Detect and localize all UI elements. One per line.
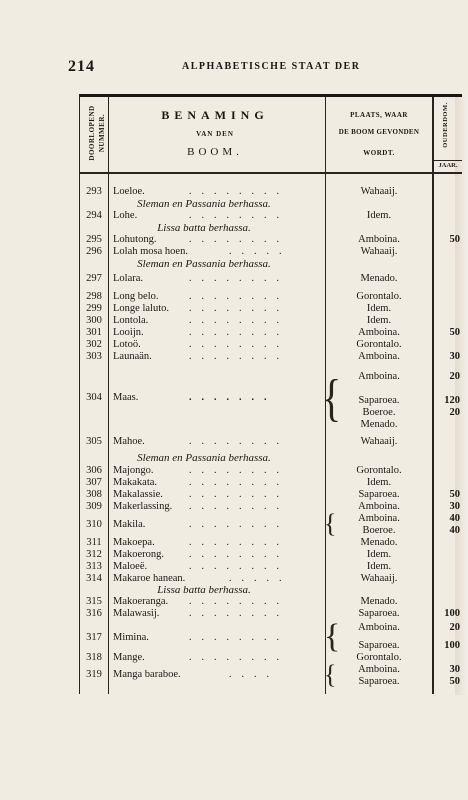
place: Wahaaij. (360, 186, 398, 197)
row-number: 315 (86, 596, 102, 607)
row-number: 304 (86, 392, 102, 403)
row-number: 300 (86, 315, 102, 326)
row-number: 306 (86, 465, 102, 476)
age: 20 (449, 622, 460, 633)
age: 30 (449, 501, 460, 512)
tree-name: Maas. (113, 392, 139, 403)
leader-dots: ........ (189, 234, 289, 245)
col-name-header-2: VAN DEN (196, 130, 234, 138)
grouping-brace: { (324, 660, 337, 689)
tree-name: Launaän. (113, 351, 152, 362)
place: Menado. (360, 537, 398, 548)
place: Idem. (366, 210, 392, 221)
tree-name: Longe laluto. (113, 303, 169, 314)
tree-name: Lotoö. (113, 339, 141, 350)
leader-dots: ........ (189, 537, 289, 548)
leader-dots: ........ (189, 273, 289, 284)
table-subrow (79, 640, 462, 652)
place: Amboina. (358, 513, 400, 524)
age: 20 (449, 407, 460, 418)
table-row (79, 537, 462, 549)
tree-name: Lontola. (113, 315, 149, 326)
place: Amboina. (358, 234, 400, 245)
row-number: 297 (86, 273, 102, 284)
row-number: 299 (86, 303, 102, 314)
row-number: 313 (86, 561, 102, 572)
row-number: 296 (86, 246, 102, 257)
table-row (79, 501, 462, 513)
col-place-header-3: WORDT. (363, 149, 395, 157)
row-number: 305 (86, 436, 102, 447)
leader-dots: ........ (189, 608, 289, 619)
tree-name: Mange. (113, 652, 145, 663)
place: Amboina. (358, 327, 400, 338)
age: 30 (449, 664, 460, 675)
col-age-header: OUDERDOM. (442, 102, 449, 148)
table-row (79, 246, 462, 258)
leader-dots: ........ (189, 652, 289, 663)
place: Wahaaij. (360, 246, 398, 257)
table-subrow (79, 676, 462, 688)
table-subrow (79, 407, 462, 419)
age: 50 (449, 234, 460, 245)
age: 40 (449, 513, 460, 524)
table-row (79, 489, 462, 501)
row-number: 308 (86, 489, 102, 500)
table-subrow (79, 395, 462, 407)
age: 100 (444, 640, 460, 651)
place: Wahaaij. (360, 573, 398, 584)
tree-name: Makaroe hanean. (113, 573, 186, 584)
tree-name: Looijn. (113, 327, 144, 338)
tree-name: Manga baraboe. (113, 669, 181, 680)
place: Gorontalo. (356, 291, 402, 302)
leader-dots: ........ (189, 489, 289, 500)
leader-dots: ..... (229, 573, 292, 584)
table-row (79, 652, 462, 664)
row-number: 307 (86, 477, 102, 488)
age: 120 (444, 395, 460, 406)
place: Idem. (366, 303, 392, 314)
leader-dots: ........ (189, 477, 289, 488)
place: Menado. (360, 419, 398, 430)
leader-dots: ........ (189, 519, 289, 530)
leader-dots: ........ (189, 549, 289, 560)
leader-dots: ........ (189, 436, 289, 447)
tree-name: Makila. (113, 519, 146, 530)
tree-name: Makoepa. (113, 537, 155, 548)
tree-name: Lolah mosa hoen. (113, 246, 188, 257)
place: Idem. (366, 315, 392, 326)
row-number: 316 (86, 608, 102, 619)
row-number: 311 (86, 537, 102, 548)
row-number: 298 (86, 291, 102, 302)
place: Saparoea. (358, 395, 400, 406)
leader-dots: ........ (189, 327, 289, 338)
table-row (79, 465, 462, 477)
leader-dots: ........ (189, 632, 289, 643)
place: Wahaaij. (360, 436, 398, 447)
table-row (79, 186, 462, 198)
tree-name: Makoerong. (113, 549, 165, 560)
tree-name: Makalassie. (113, 489, 163, 500)
grouping-brace: { (322, 368, 342, 427)
table-row (79, 234, 462, 246)
place: Idem. (366, 561, 392, 572)
table-subrow (79, 622, 462, 634)
leader-dots: ....... (189, 392, 277, 403)
tree-name: Mahoe. (113, 436, 145, 447)
row-number: 294 (86, 210, 102, 221)
tree-name: Lohutong. (113, 234, 157, 245)
col-number-header-2: NUMMER. (98, 113, 106, 153)
row-number: 310 (86, 519, 102, 530)
table-row (79, 327, 462, 339)
tree-name: Majongo. (113, 465, 154, 476)
place: Idem. (366, 477, 392, 488)
row-number: 317 (86, 632, 102, 643)
place: Amboina. (358, 664, 400, 675)
tree-name: Malawasij. (113, 608, 160, 619)
col-place-header-1: PLAATS, WAAR (350, 111, 408, 119)
table-row (79, 273, 462, 285)
row-number: 312 (86, 549, 102, 560)
age-subheader-rule (432, 160, 462, 161)
table-subrow (79, 419, 462, 431)
place: Amboina. (358, 622, 400, 633)
place: Saparoea. (358, 489, 400, 500)
col-name-header-1: BENAMING (161, 108, 269, 122)
table-row (79, 436, 462, 448)
leader-dots: ........ (189, 291, 289, 302)
place: Menado. (360, 273, 398, 284)
col-age-unit: JAAR. (438, 162, 458, 169)
table-row (79, 596, 462, 608)
leader-dots: ........ (189, 501, 289, 512)
group-note: Sleman en Passania berhassa. (137, 258, 271, 270)
table-row (79, 608, 462, 620)
place: Saparoea. (358, 640, 400, 651)
age: 50 (449, 676, 460, 687)
leader-dots: ........ (189, 561, 289, 572)
place: Amboina. (358, 501, 400, 512)
table-subrow (79, 513, 462, 525)
age: 30 (449, 351, 460, 362)
row-number: 302 (86, 339, 102, 350)
leader-dots: ........ (189, 315, 289, 326)
table-row (79, 561, 462, 573)
col-place-header-2: DE BOOM GEVONDEN (338, 128, 420, 136)
table-row (79, 291, 462, 303)
grouping-brace: { (324, 618, 341, 655)
row-number: 318 (86, 652, 102, 663)
tree-name: Mimina. (113, 632, 149, 643)
place: Boeroe. (362, 407, 396, 418)
place: Amboina. (358, 371, 400, 382)
row-number: 303 (86, 351, 102, 362)
row-number: 301 (86, 327, 102, 338)
place: Idem. (366, 549, 392, 560)
leader-dots: ........ (189, 351, 289, 362)
tree-name: Lolara. (113, 273, 144, 284)
tree-name: Makakata. (113, 477, 158, 488)
table-subrow (79, 371, 462, 383)
place: Menado. (360, 596, 398, 607)
leader-dots: ........ (189, 210, 289, 221)
table-subrow (79, 664, 462, 676)
group-note: Lissa batta berhassa. (157, 222, 251, 234)
running-title: ALPHABETISCHE STAAT DER (182, 61, 361, 72)
table-row (79, 315, 462, 327)
place: Amboina. (358, 351, 400, 362)
table-top-rule (79, 94, 462, 97)
age: 20 (449, 371, 460, 382)
place: Saparoea. (358, 676, 400, 687)
tree-name: Maloeë. (113, 561, 148, 572)
row-number: 309 (86, 501, 102, 512)
age: 50 (449, 327, 460, 338)
grouping-brace: { (324, 509, 337, 538)
page-header (68, 58, 463, 78)
place: Gorontalo. (356, 465, 402, 476)
group-note: Sleman en Passania berhassa. (137, 198, 271, 210)
table-row (79, 351, 462, 363)
age: 100 (444, 608, 460, 619)
table-row (79, 477, 462, 489)
leader-dots: ........ (189, 303, 289, 314)
tree-name: Long belo. (113, 291, 159, 302)
place: Saparoea. (358, 608, 400, 619)
row-number: 293 (86, 186, 102, 197)
age: 50 (449, 489, 460, 500)
place: Gorontalo. (356, 339, 402, 350)
leader-dots: ........ (189, 596, 289, 607)
group-note: Lissa batta berhassa. (157, 584, 251, 596)
table-subrow (79, 525, 462, 537)
col-name-header-3: BOOM. (187, 146, 243, 158)
table-row (79, 549, 462, 561)
age: 40 (449, 525, 460, 536)
row-number: 314 (86, 573, 102, 584)
row-number: 319 (86, 669, 102, 680)
place: Gorontalo. (356, 652, 402, 663)
row-number: 295 (86, 234, 102, 245)
page-number: 214 (68, 58, 95, 75)
col-number-header-1: DOORLOPEND (88, 105, 96, 161)
leader-dots: ..... (229, 246, 292, 257)
tree-name: Loeloe. (113, 186, 145, 197)
leader-dots: .... (229, 669, 279, 680)
group-note: Sleman en Passania berhassa. (137, 452, 271, 464)
tree-name: Lohe. (113, 210, 138, 221)
place: Boeroe. (362, 525, 396, 536)
tree-name: Makerlassing. (113, 501, 173, 512)
leader-dots: ........ (189, 339, 289, 350)
header-bottom-rule (79, 172, 462, 174)
leader-dots: ........ (189, 465, 289, 476)
table-row (79, 339, 462, 351)
table-row (79, 210, 462, 222)
tree-name: Makoeranga. (113, 596, 169, 607)
table-row (79, 303, 462, 315)
leader-dots: ........ (189, 186, 289, 197)
